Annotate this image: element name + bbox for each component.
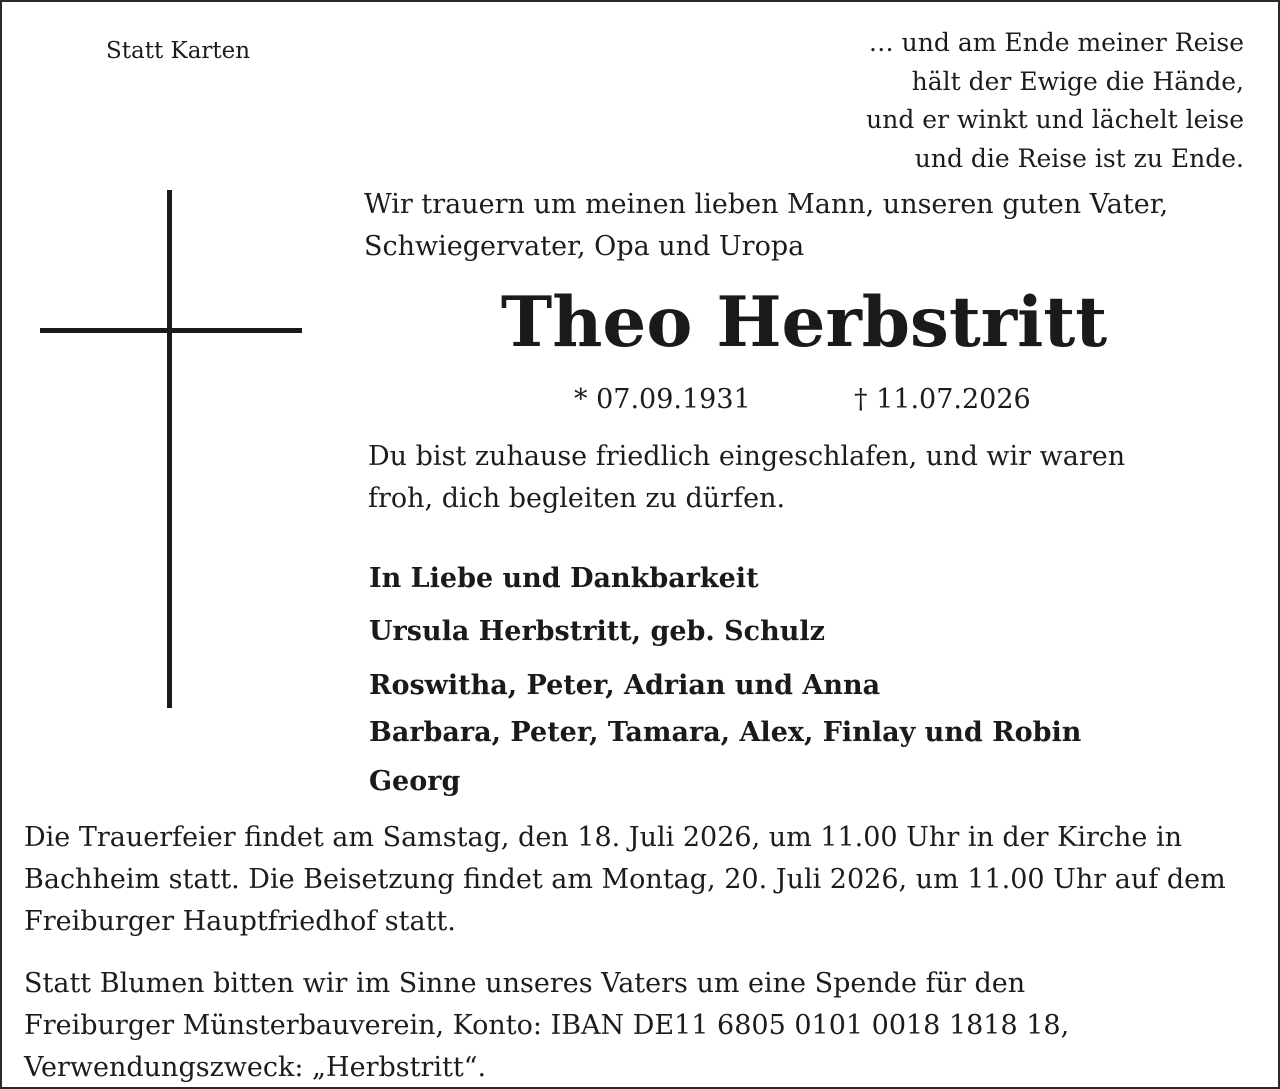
mourners-heading: In Liebe und Dankbarkeit (369, 563, 759, 594)
donation-info (24, 963, 1264, 1089)
intro-line: Wir trauern um meinen lieben Mann, unseren guten Vater, (364, 189, 1169, 220)
poem-line: … und am Ende meiner Reise (868, 28, 1244, 57)
intro-line: Schwiegervater, Opa und Uropa (364, 231, 805, 262)
ceremony-line: Bachheim statt. Die Beisetzung findet am Montag, 20. Juli 2026, um 11.00 Uhr auf dem (24, 864, 1226, 895)
mourner-name: Ursula Herbstritt, geb. Schulz (369, 616, 825, 647)
ceremony-line: Freiburger Hauptfriedhof statt. (24, 906, 456, 937)
cross-horizontal-bar (40, 328, 302, 333)
deceased-name: Theo Herbstritt (500, 282, 1108, 363)
donation-line: Statt Blumen bitten wir im Sinne unseres Vaters um eine Spende für den (24, 968, 1026, 999)
cross-icon (40, 190, 302, 708)
donation-line: Freiburger Münsterbauverein, Konto: IBAN DE11 6805 0101 0018 1818 18, (24, 1010, 1070, 1041)
message-line: froh, dich begleiten zu dürfen. (368, 483, 786, 514)
death-date: † 11.07.2026 (854, 384, 1031, 415)
mourner-name: Georg (369, 766, 461, 797)
birth-date: * 07.09.1931 (574, 384, 751, 415)
intro-text (364, 184, 1244, 268)
message-line: Du bist zuhause friedlich eingeschlafen, und wir waren (368, 441, 1126, 472)
farewell-message (368, 436, 1248, 520)
cross-vertical-bar (167, 190, 172, 708)
poem-line: und er winkt und lächelt leise (866, 105, 1244, 134)
donation-line: Verwendungszweck: „Herbstritt“. (24, 1052, 487, 1083)
ceremony-info (24, 817, 1264, 943)
statt-karten-label: Statt Karten (106, 38, 251, 64)
poem (724, 24, 1244, 178)
mourner-name: Barbara, Peter, Tamara, Alex, Finlay und Robin (369, 717, 1082, 748)
poem-line: und die Reise ist zu Ende. (914, 143, 1244, 173)
poem-line: hält der Ewige die Hände, (911, 66, 1244, 96)
mourner-name: Roswitha, Peter, Adrian und Anna (369, 670, 881, 701)
ceremony-line: Die Trauerfeier findet am Samstag, den 18. Juli 2026, um 11.00 Uhr in der Kirche in (24, 822, 1182, 853)
